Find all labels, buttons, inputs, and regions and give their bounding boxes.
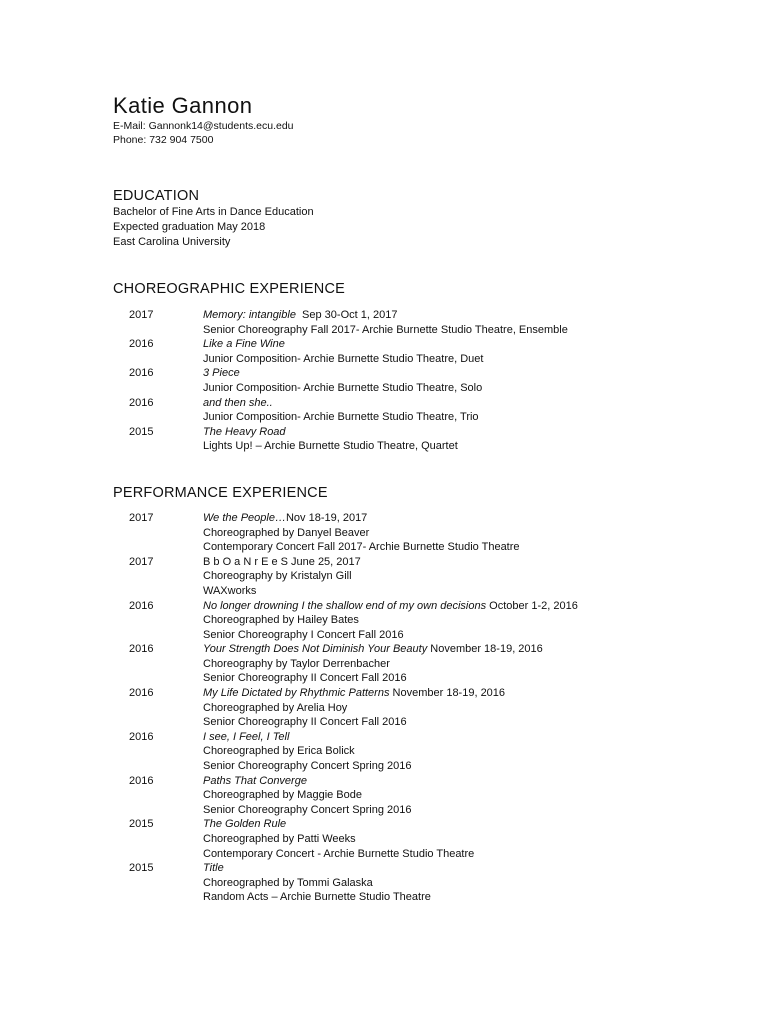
entry-details (203, 366, 733, 395)
experience-entry (113, 366, 733, 395)
entry-year: 2016 (129, 367, 154, 380)
entry-details (203, 511, 733, 555)
work-dates: October 1-2, 2016 (486, 599, 578, 612)
entry-detail-line: Choreographed by Danyel Beaver (203, 526, 370, 539)
experience-entry (113, 817, 733, 861)
experience-entry (113, 308, 733, 337)
person-name: Katie Gannon (113, 93, 253, 118)
entry-year: 2015 (129, 862, 154, 875)
entry-title-line (203, 511, 733, 526)
entry-details (203, 308, 733, 337)
entry-detail-line: Contemporary Concert Fall 2017- Archie Burnette Studio Theatre (203, 541, 520, 554)
performance-title: PERFORMANCE EXPERIENCE (113, 484, 328, 501)
experience-entry (113, 337, 733, 366)
entry-detail-line: Lights Up! – Archie Burnette Studio Theatre, Quartet (203, 440, 458, 453)
entry-detail-line: Senior Choreography Concert Spring 2016 (203, 760, 412, 773)
resume-header (113, 93, 733, 147)
entry-detail-line: Choreographed by Hailey Bates (203, 614, 359, 627)
work-title: Memory: intangible (203, 309, 296, 321)
entry-title-line (203, 642, 733, 657)
entry-title-line (203, 861, 733, 876)
entry-year: 2017 (129, 309, 154, 321)
experience-entry (113, 599, 733, 643)
work-title: Like a Fine Wine (203, 338, 285, 351)
entry-year: 2015 (129, 818, 154, 831)
choreographic-section (113, 280, 733, 454)
experience-entry (113, 774, 733, 818)
entry-details (203, 861, 733, 905)
entry-title-line (203, 366, 733, 381)
entry-title-line (203, 774, 733, 789)
entry-detail-line: Random Acts – Archie Burnette Studio Theatre (203, 891, 431, 904)
work-title: Your Strength Does Not Diminish Your Beauty (203, 643, 428, 656)
choreographic-title: CHOREOGRAPHIC EXPERIENCE (113, 281, 346, 297)
entry-detail-line: Choreographed by Arelia Hoy (203, 701, 348, 714)
work-title: No longer drowning I the shallow end of my own decisions (203, 599, 487, 612)
entry-details (203, 425, 733, 454)
work-title: and then she.. (203, 396, 273, 409)
entry-year: 2017 (129, 511, 154, 524)
entry-detail-line: Choreographed by Maggie Bode (203, 789, 363, 802)
email-line: E-Mail: Gannonk14@students.ecu.edu (113, 120, 294, 132)
entry-detail-line: Senior Choreography Concert Spring 2016 (203, 803, 412, 816)
entry-detail-line: Junior Composition- Archie Burnette Studio Theatre, Solo (203, 381, 483, 394)
entry-title-line (203, 555, 733, 570)
entry-detail-line: Senior Choreography II Concert Fall 2016 (203, 672, 407, 685)
entry-details (203, 337, 733, 366)
work-dates: B b O a N r E e S June 25, 2017 (203, 555, 361, 568)
experience-entry (113, 861, 733, 905)
entry-title-line (203, 425, 733, 440)
performance-entries (113, 511, 733, 905)
degree-line: Bachelor of Fine Arts in Dance Education (113, 206, 314, 218)
experience-entry (113, 686, 733, 730)
university-line: East Carolina University (113, 236, 231, 248)
entry-detail-line: Junior Composition- Archie Burnette Studio Theatre, Duet (203, 352, 484, 365)
entry-detail-line: WAXworks (203, 584, 257, 597)
entry-year: 2016 (129, 599, 154, 612)
entry-detail-line: Choreographed by Erica Bolick (203, 745, 355, 758)
entry-detail-line: Contemporary Concert - Archie Burnette Studio Theatre (203, 847, 475, 860)
experience-entry (113, 511, 733, 555)
entry-detail-line: Choreographed by Patti Weeks (203, 833, 356, 845)
entry-details (203, 396, 733, 425)
work-title: Paths That Converge (203, 774, 307, 787)
entry-details (203, 817, 733, 861)
experience-entry (113, 396, 733, 425)
entry-title-line (203, 730, 733, 745)
education-title: EDUCATION (113, 188, 200, 204)
entry-details (203, 686, 733, 730)
work-title: We the People… (203, 511, 286, 524)
resume-page (113, 93, 733, 905)
entry-year: 2017 (129, 555, 154, 568)
work-title: Title (203, 862, 224, 875)
choreographic-entries (113, 308, 733, 454)
performance-section (113, 484, 733, 905)
entry-details (203, 774, 733, 818)
entry-detail-line: Senior Choreography I Concert Fall 2016 (203, 628, 404, 641)
work-title: The Heavy Road (203, 425, 286, 438)
entry-details (203, 642, 733, 686)
experience-entry (113, 642, 733, 686)
entry-detail-line: Choreography by Taylor Derrenbacher (203, 657, 390, 670)
entry-year: 2016 (129, 730, 154, 743)
entry-details (203, 730, 733, 774)
work-title: The Golden Rule (203, 818, 287, 831)
entry-year: 2016 (129, 643, 154, 656)
entry-year: 2016 (129, 396, 154, 409)
entry-year: 2016 (129, 687, 154, 700)
entry-title-line (203, 337, 733, 352)
work-title: I see, I Feel, I Tell (203, 730, 290, 743)
entry-detail-line: Senior Choreography Fall 2017- Archie Burnette Studio Theatre, Ensemble (203, 323, 568, 336)
graduation-line: Expected graduation May 2018 (113, 221, 266, 233)
work-dates: Nov 18-19, 2017 (285, 511, 368, 524)
entry-detail-line: Junior Composition- Archie Burnette Studio Theatre, Trio (203, 411, 479, 424)
phone-line: Phone: 732 904 7500 (113, 134, 214, 146)
entry-detail-line: Choreographed by Tommi Galaska (203, 876, 373, 889)
education-section (113, 187, 733, 250)
entry-detail-line: Senior Choreography II Concert Fall 2016 (203, 716, 407, 729)
entry-year: 2016 (129, 338, 154, 351)
entry-title-line (203, 396, 733, 411)
entry-title-line (203, 599, 733, 614)
work-title: My Life Dictated by Rhythmic Patterns (203, 687, 390, 700)
entry-detail-line: Choreography by Kristalyn Gill (203, 570, 352, 583)
experience-entry (113, 425, 733, 454)
entry-title-line (203, 308, 733, 323)
entry-year: 2016 (129, 774, 154, 787)
entry-year: 2015 (129, 425, 154, 438)
entry-details (203, 555, 733, 599)
experience-entry (113, 730, 733, 774)
work-dates: Sep 30-Oct 1, 2017 (295, 309, 398, 321)
entry-title-line (203, 817, 733, 832)
entry-details (203, 599, 733, 643)
work-dates: November 18-19, 2016 (389, 687, 506, 700)
work-dates: November 18-19, 2016 (427, 643, 543, 656)
experience-entry (113, 555, 733, 599)
work-title: 3 Piece (203, 367, 240, 380)
entry-title-line (203, 686, 733, 701)
